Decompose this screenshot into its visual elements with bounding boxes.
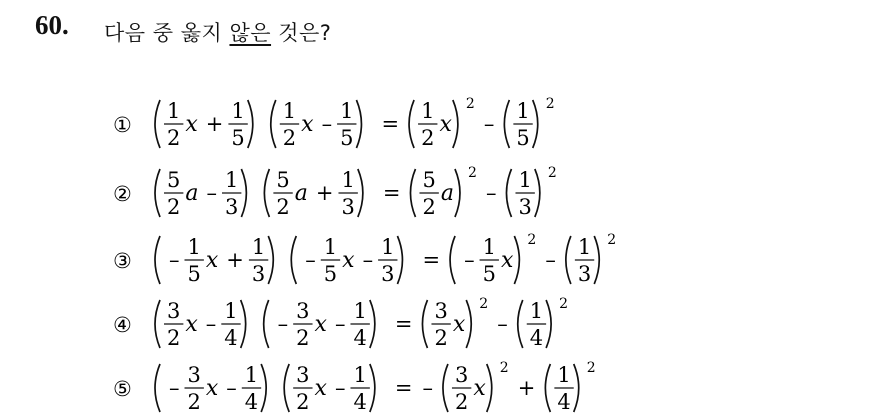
equals-sign: = bbox=[394, 376, 413, 400]
paren-open bbox=[155, 100, 160, 148]
fraction-denominator: 3 bbox=[381, 262, 395, 286]
fraction-numerator: 5 bbox=[422, 168, 436, 192]
variable: x bbox=[500, 248, 514, 273]
fraction-numerator: 1 bbox=[353, 363, 367, 387]
fraction-denominator: 3 bbox=[341, 195, 355, 219]
exponent: 2 bbox=[547, 165, 557, 181]
paren-open bbox=[422, 300, 427, 348]
equals-sign: = bbox=[422, 248, 441, 272]
operator: – bbox=[485, 181, 497, 205]
fraction-denominator: 2 bbox=[167, 195, 181, 219]
fraction-denominator: 2 bbox=[276, 195, 290, 219]
choice-marker: ① bbox=[113, 113, 132, 137]
choice-marker: ④ bbox=[113, 313, 132, 337]
paren-open bbox=[504, 100, 509, 148]
fraction-numerator: 1 bbox=[231, 99, 245, 123]
paren-close bbox=[533, 100, 538, 148]
paren-open bbox=[284, 364, 289, 412]
operator: + bbox=[517, 376, 536, 400]
variable: a bbox=[440, 181, 454, 206]
paren-open bbox=[506, 169, 511, 217]
paren-open bbox=[409, 100, 414, 148]
fraction-denominator: 2 bbox=[282, 126, 297, 150]
variable: x bbox=[185, 312, 198, 337]
variable: x bbox=[439, 112, 452, 137]
question-stem-end: 것은? bbox=[271, 21, 332, 45]
variable: x bbox=[314, 312, 327, 337]
variable: a bbox=[185, 181, 199, 206]
operator: – bbox=[206, 181, 217, 205]
fraction-denominator: 3 bbox=[251, 262, 266, 286]
fraction-numerator: 1 bbox=[518, 168, 532, 192]
operator: – bbox=[305, 248, 316, 272]
paren-close bbox=[397, 236, 402, 284]
fraction-denominator: 4 bbox=[353, 326, 367, 350]
paren-close bbox=[248, 100, 253, 148]
paren-open bbox=[291, 236, 296, 284]
operator: – bbox=[226, 376, 237, 400]
fraction-numerator: 3 bbox=[454, 363, 469, 387]
fraction-denominator: 2 bbox=[422, 195, 436, 219]
choice-marker: ③ bbox=[113, 249, 132, 273]
paren-open bbox=[155, 364, 160, 412]
fraction-denominator: 5 bbox=[516, 126, 530, 150]
paren-open bbox=[155, 236, 160, 284]
paren-open bbox=[443, 364, 448, 412]
paren-open bbox=[264, 169, 269, 217]
fraction-denominator: 3 bbox=[225, 195, 239, 219]
fraction-numerator: 3 bbox=[296, 299, 310, 323]
paren-close bbox=[487, 364, 492, 412]
paren-open bbox=[566, 236, 571, 284]
choice-1-formula bbox=[113, 96, 873, 152]
operator: – bbox=[362, 248, 374, 272]
fraction-numerator: 3 bbox=[434, 299, 448, 323]
operator: – bbox=[277, 312, 289, 336]
choice-marker: ⑤ bbox=[113, 377, 132, 401]
paren-close bbox=[268, 236, 273, 284]
variable: x bbox=[301, 112, 314, 137]
paren-close bbox=[455, 169, 460, 217]
fraction-denominator: 4 bbox=[224, 326, 238, 350]
fraction-numerator: 1 bbox=[516, 99, 530, 123]
fraction-numerator: 1 bbox=[340, 99, 354, 123]
fraction-numerator: 1 bbox=[557, 363, 571, 387]
operator: + bbox=[226, 248, 244, 272]
paren-open bbox=[155, 169, 160, 217]
fraction-numerator: 1 bbox=[577, 235, 592, 259]
fraction-numerator: 5 bbox=[276, 168, 290, 192]
exponent: 2 bbox=[527, 232, 537, 248]
paren-close bbox=[535, 169, 540, 217]
operator: – bbox=[334, 312, 346, 336]
fraction-denominator: 3 bbox=[577, 262, 592, 286]
variable: a bbox=[294, 181, 308, 206]
fraction-denominator: 2 bbox=[434, 326, 448, 350]
choice-4[interactable] bbox=[113, 296, 873, 352]
choice-4-formula bbox=[113, 296, 873, 352]
paren-close bbox=[370, 364, 375, 412]
fraction-denominator: 2 bbox=[167, 326, 181, 350]
exponent: 2 bbox=[499, 360, 509, 376]
fraction-numerator: 1 bbox=[224, 299, 238, 323]
choice-2[interactable] bbox=[113, 165, 873, 221]
variable: x bbox=[205, 248, 219, 273]
operator: – bbox=[464, 248, 475, 272]
fraction-numerator: 1 bbox=[341, 168, 355, 192]
fraction-numerator: 5 bbox=[167, 168, 181, 192]
fraction-denominator: 5 bbox=[231, 126, 245, 150]
exponent: 2 bbox=[479, 296, 489, 312]
fraction-denominator: 5 bbox=[187, 262, 201, 286]
fraction-numerator: 1 bbox=[482, 235, 496, 259]
fraction-denominator: 2 bbox=[167, 126, 181, 150]
operator: + bbox=[315, 181, 334, 205]
paren-close bbox=[453, 100, 458, 148]
paren-open bbox=[545, 364, 550, 412]
fraction-denominator: 4 bbox=[557, 390, 571, 414]
choice-3[interactable] bbox=[113, 232, 873, 288]
operator: – bbox=[169, 376, 180, 400]
fraction-numerator: 1 bbox=[282, 99, 297, 123]
fraction-denominator: 4 bbox=[353, 390, 367, 414]
paren-close bbox=[594, 236, 599, 284]
question-stem-underlined: 않은 bbox=[229, 21, 272, 45]
equals-sign: = bbox=[382, 181, 401, 205]
fraction-denominator: 4 bbox=[529, 326, 544, 350]
fraction-denominator: 2 bbox=[421, 126, 435, 150]
operator: – bbox=[422, 376, 433, 400]
choice-3-formula bbox=[113, 232, 873, 288]
exponent: 2 bbox=[467, 165, 477, 181]
paren-close bbox=[358, 169, 363, 217]
fraction-denominator: 3 bbox=[518, 195, 532, 219]
paren-close bbox=[261, 364, 266, 412]
paren-close bbox=[241, 169, 246, 217]
exponent: 2 bbox=[586, 360, 596, 376]
variable: x bbox=[342, 248, 355, 273]
fraction-denominator: 2 bbox=[454, 390, 469, 414]
fraction-numerator: 1 bbox=[381, 235, 395, 259]
choice-5[interactable] bbox=[113, 360, 873, 416]
operator: – bbox=[169, 248, 180, 272]
fraction-denominator: 2 bbox=[187, 390, 201, 414]
operator: – bbox=[321, 112, 333, 136]
operator: – bbox=[545, 248, 556, 272]
fraction-numerator: 1 bbox=[421, 99, 435, 123]
fraction-numerator: 1 bbox=[187, 235, 201, 259]
fraction-numerator: 1 bbox=[529, 299, 544, 323]
equals-sign: = bbox=[394, 312, 413, 336]
exponent: 2 bbox=[559, 296, 569, 312]
choice-1[interactable] bbox=[113, 96, 873, 152]
variable: x bbox=[314, 376, 327, 401]
paren-close bbox=[370, 300, 375, 348]
choice-marker: ② bbox=[113, 182, 132, 206]
exponent: 2 bbox=[465, 96, 475, 112]
fraction-numerator: 3 bbox=[296, 363, 310, 387]
operator: – bbox=[497, 312, 508, 336]
fraction-numerator: 1 bbox=[323, 235, 338, 259]
paren-close bbox=[356, 100, 361, 148]
paren-close bbox=[466, 300, 471, 348]
paren-open bbox=[155, 300, 160, 348]
fraction-numerator: 1 bbox=[353, 299, 367, 323]
question-stem bbox=[104, 17, 331, 47]
paren-close bbox=[574, 364, 579, 412]
fraction-numerator: 1 bbox=[225, 168, 239, 192]
variable: x bbox=[473, 376, 486, 401]
fraction-denominator: 5 bbox=[340, 126, 354, 150]
choice-5-formula bbox=[113, 360, 873, 416]
fraction-numerator: 1 bbox=[167, 99, 181, 123]
choice-2-formula bbox=[113, 165, 873, 221]
variable: x bbox=[185, 112, 198, 137]
paren-open bbox=[410, 169, 415, 217]
fraction-numerator: 3 bbox=[167, 299, 181, 323]
fraction-denominator: 2 bbox=[296, 390, 310, 414]
fraction-denominator: 2 bbox=[296, 326, 310, 350]
fraction-numerator: 1 bbox=[251, 235, 266, 259]
operator: – bbox=[334, 376, 346, 400]
paren-close bbox=[546, 300, 551, 348]
paren-open bbox=[264, 300, 269, 348]
question-stem-text: 다음 중 옳지 bbox=[104, 21, 230, 45]
operator: – bbox=[205, 312, 217, 336]
paren-open bbox=[271, 100, 276, 148]
question-number: 60. bbox=[35, 10, 69, 40]
operator: + bbox=[205, 112, 224, 136]
fraction-denominator: 5 bbox=[323, 262, 338, 286]
exponent: 2 bbox=[607, 232, 617, 248]
fraction-numerator: 3 bbox=[187, 363, 201, 387]
paren-close bbox=[514, 236, 519, 284]
equals-sign: = bbox=[381, 112, 400, 136]
exponent: 2 bbox=[545, 96, 555, 112]
paren-close bbox=[241, 300, 246, 348]
fraction-numerator: 1 bbox=[244, 363, 259, 387]
paren-open bbox=[450, 236, 455, 284]
fraction-denominator: 4 bbox=[244, 390, 259, 414]
fraction-denominator: 5 bbox=[482, 262, 496, 286]
variable: x bbox=[205, 376, 219, 401]
variable: x bbox=[452, 312, 466, 337]
operator: – bbox=[483, 112, 495, 136]
paren-open bbox=[518, 300, 523, 348]
